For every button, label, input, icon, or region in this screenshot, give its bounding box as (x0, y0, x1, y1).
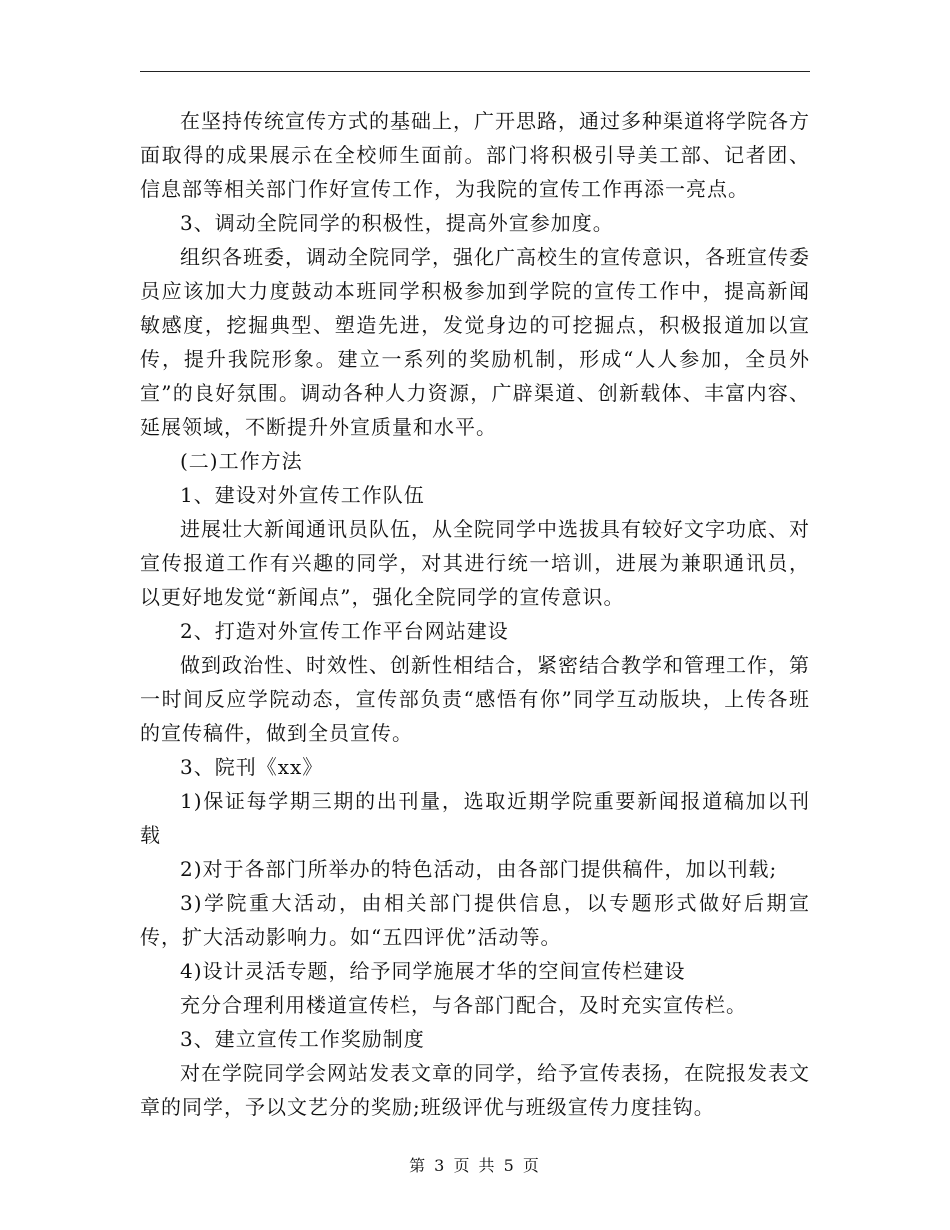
paragraph: 3、院刊《xx》 (180, 755, 324, 779)
page-number: 第 3 页 共 5 页 (409, 1156, 541, 1175)
paragraph: 做到政治性、时效性、创新性相结合，紧密结合教学和管理工作，第一时间反应学院动态，宣传部负责“感悟有你”同学互动版块，上传各班的宣传稿件，做到全员宣传。 (140, 653, 810, 745)
paragraph: 3、调动全院同学的积极性，提高外宣参加度。 (180, 211, 614, 235)
paragraph: 1、建设对外宣传工作队伍 (180, 483, 425, 507)
header-rule (140, 71, 810, 72)
paragraph: 对在学院同学会网站发表文章的同学，给予宣传表扬，在院报发表文章的同学，予以文艺分的奖励;班级评优与班级宣传力度挂钩。 (140, 1061, 810, 1119)
paragraph: 2)对于各部门所举办的特色活动，由各部门提供稿件，加以刊载; (180, 857, 778, 881)
paragraph: 4)设计灵活专题，给予同学施展才华的空间宣传栏建设 (180, 959, 686, 983)
paragraph: 3)学院重大活动，由相关部门提供信息，以专题形式做好后期宣传，扩大活动影响力。如“五四评优”活动等。 (140, 891, 810, 949)
paragraph: 3、建立宣传工作奖励制度 (180, 1027, 425, 1051)
paragraph: 充分合理利用楼道宣传栏，与各部门配合，及时充实宣传栏。 (180, 993, 747, 1017)
document-body (140, 104, 810, 1124)
paragraph: 1)保证每学期三期的出刊量，选取近期学院重要新闻报道稿加以刊载 (140, 789, 810, 847)
paragraph: 进展壮大新闻通讯员队伍，从全院同学中选拔具有较好文字功底、对宣传报道工作有兴趣的同学，对其进行统一培训，进展为兼职通讯员，以更好地发觉“新闻点”，强化全院同学的宣传意识。 (140, 517, 810, 609)
paragraph: 在坚持传统宣传方式的基础上，广开思路，通过多种渠道将学院各方面取得的成果展示在全校师生面前。部门将积极引导美工部、记者团、信息部等相关部门作好宣传工作，为我院的宣传工作再添一亮点。 (140, 109, 810, 201)
paragraph: 组织各班委，调动全院同学，强化广高校生的宣传意识，各班宣传委员应该加大力度鼓动本班同学积极参加到学院的宣传工作中，提高新闻敏感度，挖掘典型、塑造先进，发觉身边的可挖掘点，积极报道加以宣传，提升我院形象。建立一系列的奖励机制，形成“人人参加，全员外宣”的良好氛围。调动各种人力资源，广辟渠道、创新载体、丰富内容、延展领域，不断提升外宣质量和水平。 (140, 245, 810, 439)
section-heading: (二)工作方法 (180, 449, 303, 473)
paragraph: 2、打造对外宣传工作平台网站建设 (180, 619, 509, 643)
